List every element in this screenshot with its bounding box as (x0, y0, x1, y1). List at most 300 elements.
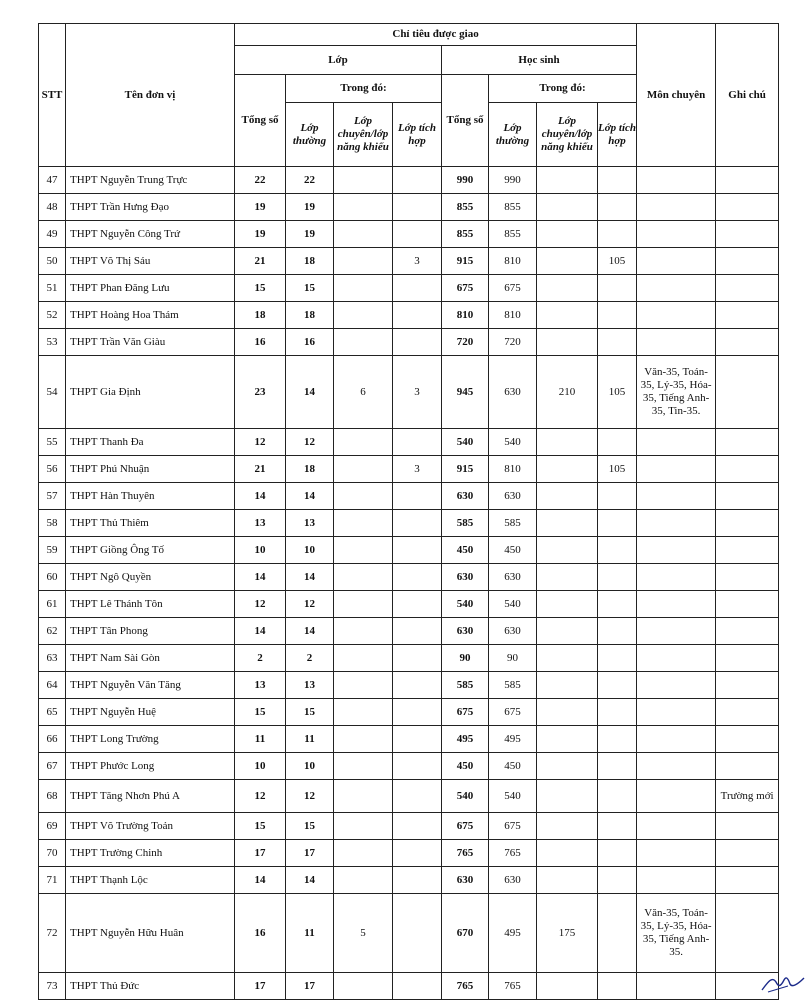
row-students-total: 630 (442, 618, 489, 645)
row-students-specialized (537, 672, 598, 699)
row-stt: 62 (39, 618, 66, 645)
row-students-total: 855 (442, 221, 489, 248)
table-row (39, 780, 779, 813)
row-classes-specialized (334, 302, 393, 329)
row-students-regular: 540 (489, 591, 537, 618)
row-students-integrated (598, 510, 637, 537)
row-classes-regular: 14 (286, 483, 334, 510)
row-note (716, 302, 779, 329)
row-classes-regular: 11 (286, 894, 334, 973)
row-students-total: 675 (442, 275, 489, 302)
row-classes-integrated (393, 867, 442, 894)
row-note (716, 618, 779, 645)
row-stt: 69 (39, 813, 66, 840)
row-students-integrated (598, 329, 637, 356)
row-unit-name: THPT Giồng Ông Tố (66, 537, 235, 564)
row-students-regular: 495 (489, 894, 537, 973)
row-students-integrated (598, 194, 637, 221)
row-classes-regular: 18 (286, 456, 334, 483)
enrollment-quota-table (38, 23, 779, 1000)
row-note (716, 221, 779, 248)
row-students-specialized (537, 221, 598, 248)
row-classes-total: 11 (235, 726, 286, 753)
row-students-integrated (598, 275, 637, 302)
row-stt: 70 (39, 840, 66, 867)
row-students-total: 630 (442, 564, 489, 591)
row-classes-total: 2 (235, 645, 286, 672)
row-students-specialized (537, 753, 598, 780)
row-students-regular: 585 (489, 510, 537, 537)
row-students-specialized (537, 867, 598, 894)
row-students-regular: 675 (489, 699, 537, 726)
row-students-regular: 855 (489, 194, 537, 221)
row-stt: 57 (39, 483, 66, 510)
row-stt: 64 (39, 672, 66, 699)
row-classes-regular: 17 (286, 973, 334, 1000)
row-students-regular: 630 (489, 564, 537, 591)
table-row (39, 867, 779, 894)
row-students-integrated (598, 726, 637, 753)
row-classes-specialized (334, 753, 393, 780)
row-classes-integrated (393, 329, 442, 356)
row-students-total: 630 (442, 483, 489, 510)
row-students-specialized (537, 813, 598, 840)
row-note (716, 194, 779, 221)
row-unit-name: THPT Nguyễn Huệ (66, 699, 235, 726)
row-stt: 67 (39, 753, 66, 780)
row-unit-name: THPT Nguyễn Công Trứ (66, 221, 235, 248)
row-students-regular: 675 (489, 813, 537, 840)
row-classes-total: 15 (235, 275, 286, 302)
row-students-specialized: 175 (537, 894, 598, 973)
row-specialized-subjects (637, 537, 716, 564)
row-note (716, 167, 779, 194)
row-students-integrated (598, 429, 637, 456)
row-specialized-subjects (637, 167, 716, 194)
row-stt: 58 (39, 510, 66, 537)
row-classes-integrated (393, 510, 442, 537)
table-row (39, 645, 779, 672)
row-students-integrated (598, 221, 637, 248)
row-note (716, 726, 779, 753)
row-stt: 49 (39, 221, 66, 248)
row-students-total: 720 (442, 329, 489, 356)
row-note (716, 564, 779, 591)
table-row (39, 167, 779, 194)
row-students-specialized (537, 726, 598, 753)
row-students-specialized (537, 194, 598, 221)
row-stt: 53 (39, 329, 66, 356)
row-students-specialized (537, 275, 598, 302)
row-classes-specialized (334, 840, 393, 867)
row-classes-integrated (393, 537, 442, 564)
row-classes-regular: 11 (286, 726, 334, 753)
row-classes-integrated (393, 645, 442, 672)
row-students-regular: 540 (489, 780, 537, 813)
row-classes-regular: 14 (286, 356, 334, 429)
row-students-specialized (537, 618, 598, 645)
row-students-integrated: 105 (598, 356, 637, 429)
table-row (39, 356, 779, 429)
row-stt: 55 (39, 429, 66, 456)
row-students-total: 855 (442, 194, 489, 221)
row-classes-integrated (393, 221, 442, 248)
row-classes-specialized (334, 194, 393, 221)
row-classes-regular: 15 (286, 813, 334, 840)
row-classes-regular: 18 (286, 302, 334, 329)
header-specialized-subjects: Môn chuyên (637, 24, 716, 167)
row-classes-total: 12 (235, 780, 286, 813)
header-stt: STT (39, 24, 66, 167)
row-classes-regular: 22 (286, 167, 334, 194)
row-specialized-subjects (637, 726, 716, 753)
row-students-total: 630 (442, 867, 489, 894)
header-students-total: Tổng số (442, 75, 489, 167)
row-students-total: 540 (442, 591, 489, 618)
row-note (716, 867, 779, 894)
row-note (716, 429, 779, 456)
row-classes-integrated (393, 780, 442, 813)
header-classes-regular: Lớp thường (286, 103, 334, 167)
row-classes-total: 21 (235, 456, 286, 483)
row-specialized-subjects (637, 483, 716, 510)
row-classes-integrated (393, 894, 442, 973)
row-students-total: 585 (442, 672, 489, 699)
row-students-total: 540 (442, 780, 489, 813)
header-target: Chỉ tiêu được giao (235, 24, 637, 46)
row-stt: 52 (39, 302, 66, 329)
row-note (716, 356, 779, 429)
row-specialized-subjects (637, 564, 716, 591)
row-unit-name: THPT Võ Thị Sáu (66, 248, 235, 275)
row-classes-specialized (334, 672, 393, 699)
row-students-regular: 720 (489, 329, 537, 356)
row-students-total: 90 (442, 645, 489, 672)
row-students-regular: 810 (489, 456, 537, 483)
row-classes-integrated (393, 973, 442, 1000)
row-unit-name: THPT Trần Hưng Đạo (66, 194, 235, 221)
row-classes-integrated (393, 699, 442, 726)
row-classes-total: 23 (235, 356, 286, 429)
row-classes-total: 17 (235, 973, 286, 1000)
row-classes-specialized (334, 275, 393, 302)
row-specialized-subjects (637, 618, 716, 645)
row-stt: 60 (39, 564, 66, 591)
row-note (716, 753, 779, 780)
row-note (716, 510, 779, 537)
row-classes-specialized (334, 726, 393, 753)
row-specialized-subjects: Văn-35, Toán-35, Lý-35, Hóa-35, Tiếng Anh-35, Tin-35. (637, 356, 716, 429)
row-classes-total: 13 (235, 672, 286, 699)
row-students-integrated (598, 973, 637, 1000)
row-specialized-subjects (637, 591, 716, 618)
row-classes-integrated (393, 618, 442, 645)
row-classes-specialized (334, 813, 393, 840)
row-students-integrated (598, 483, 637, 510)
row-classes-integrated (393, 840, 442, 867)
table-row (39, 672, 779, 699)
table-row (39, 591, 779, 618)
row-stt: 56 (39, 456, 66, 483)
row-unit-name: THPT Trần Văn Giàu (66, 329, 235, 356)
row-specialized-subjects (637, 840, 716, 867)
row-classes-total: 22 (235, 167, 286, 194)
row-students-specialized (537, 483, 598, 510)
table-row (39, 840, 779, 867)
row-specialized-subjects (637, 456, 716, 483)
row-classes-integrated: 3 (393, 456, 442, 483)
row-specialized-subjects (637, 510, 716, 537)
row-students-total: 915 (442, 248, 489, 275)
row-classes-specialized (334, 591, 393, 618)
row-students-integrated (598, 672, 637, 699)
row-students-specialized (537, 537, 598, 564)
row-students-regular: 585 (489, 672, 537, 699)
row-note (716, 813, 779, 840)
row-specialized-subjects (637, 753, 716, 780)
header-students-regular: Lớp thường (489, 103, 537, 167)
row-classes-total: 12 (235, 429, 286, 456)
row-unit-name: THPT Thủ Đức (66, 973, 235, 1000)
row-students-regular: 765 (489, 840, 537, 867)
row-classes-specialized (334, 618, 393, 645)
row-students-specialized: 210 (537, 356, 598, 429)
row-classes-regular: 15 (286, 699, 334, 726)
row-classes-regular: 13 (286, 510, 334, 537)
row-specialized-subjects (637, 275, 716, 302)
row-classes-specialized (334, 456, 393, 483)
row-note (716, 483, 779, 510)
row-students-total: 915 (442, 456, 489, 483)
row-note (716, 248, 779, 275)
table-body (39, 167, 779, 1000)
row-classes-total: 19 (235, 221, 286, 248)
row-classes-specialized: 5 (334, 894, 393, 973)
row-note (716, 537, 779, 564)
row-students-integrated (598, 699, 637, 726)
row-students-integrated (598, 618, 637, 645)
row-classes-specialized (334, 221, 393, 248)
row-note: Trường mới (716, 780, 779, 813)
row-classes-regular: 2 (286, 645, 334, 672)
row-classes-specialized (334, 973, 393, 1000)
row-specialized-subjects (637, 429, 716, 456)
row-stt: 51 (39, 275, 66, 302)
row-stt: 71 (39, 867, 66, 894)
row-note (716, 329, 779, 356)
table-row (39, 753, 779, 780)
row-classes-specialized (334, 248, 393, 275)
table-row (39, 726, 779, 753)
row-unit-name: THPT Phước Long (66, 753, 235, 780)
row-unit-name: THPT Phan Đăng Lưu (66, 275, 235, 302)
row-students-specialized (537, 429, 598, 456)
row-note (716, 894, 779, 973)
row-classes-regular: 19 (286, 221, 334, 248)
table-row (39, 973, 779, 1000)
row-unit-name: THPT Thủ Thiêm (66, 510, 235, 537)
row-stt: 50 (39, 248, 66, 275)
row-students-integrated (598, 840, 637, 867)
header-students-specialized: Lớp chuyên/lớp năng khiếu (537, 103, 598, 167)
row-stt: 54 (39, 356, 66, 429)
row-unit-name: THPT Ngô Quyền (66, 564, 235, 591)
row-classes-regular: 12 (286, 429, 334, 456)
row-specialized-subjects: Văn-35, Toán-35, Lý-35, Hóa-35, Tiếng Anh-35. (637, 894, 716, 973)
row-note (716, 591, 779, 618)
header-students: Học sinh (442, 46, 637, 75)
row-classes-regular: 16 (286, 329, 334, 356)
row-specialized-subjects (637, 699, 716, 726)
row-unit-name: THPT Gia Định (66, 356, 235, 429)
row-classes-integrated (393, 302, 442, 329)
row-stt: 65 (39, 699, 66, 726)
row-students-total: 450 (442, 753, 489, 780)
row-students-specialized (537, 329, 598, 356)
row-students-integrated (598, 780, 637, 813)
row-classes-total: 19 (235, 194, 286, 221)
row-classes-specialized (334, 167, 393, 194)
table-row (39, 564, 779, 591)
signature-mark (758, 972, 806, 994)
row-specialized-subjects (637, 867, 716, 894)
table-row (39, 510, 779, 537)
row-students-specialized (537, 302, 598, 329)
row-students-specialized (537, 564, 598, 591)
row-classes-regular: 15 (286, 275, 334, 302)
row-students-total: 495 (442, 726, 489, 753)
row-classes-total: 17 (235, 840, 286, 867)
row-classes-integrated (393, 591, 442, 618)
row-classes-specialized: 6 (334, 356, 393, 429)
row-students-regular: 630 (489, 618, 537, 645)
row-students-regular: 540 (489, 429, 537, 456)
row-stt: 73 (39, 973, 66, 1000)
table-row (39, 699, 779, 726)
row-classes-regular: 17 (286, 840, 334, 867)
row-classes-regular: 14 (286, 618, 334, 645)
row-classes-integrated: 3 (393, 248, 442, 275)
row-stt: 61 (39, 591, 66, 618)
row-stt: 63 (39, 645, 66, 672)
row-classes-integrated (393, 813, 442, 840)
row-stt: 48 (39, 194, 66, 221)
row-unit-name: THPT Tân Phong (66, 618, 235, 645)
row-students-regular: 630 (489, 867, 537, 894)
row-unit-name: THPT Thạnh Lộc (66, 867, 235, 894)
header-students-of-which: Trong đó: (489, 75, 637, 103)
row-classes-total: 21 (235, 248, 286, 275)
table-row (39, 194, 779, 221)
row-classes-regular: 19 (286, 194, 334, 221)
row-specialized-subjects (637, 194, 716, 221)
table-row (39, 483, 779, 510)
row-classes-specialized (334, 867, 393, 894)
row-specialized-subjects (637, 329, 716, 356)
row-stt: 68 (39, 780, 66, 813)
table-row (39, 456, 779, 483)
row-students-integrated (598, 564, 637, 591)
row-unit-name: THPT Nguyễn Hữu Huân (66, 894, 235, 973)
table-row (39, 329, 779, 356)
row-students-integrated (598, 867, 637, 894)
row-students-total: 810 (442, 302, 489, 329)
row-classes-integrated (393, 672, 442, 699)
row-note (716, 699, 779, 726)
row-classes-specialized (334, 329, 393, 356)
row-specialized-subjects (637, 645, 716, 672)
row-students-regular: 450 (489, 753, 537, 780)
row-students-integrated (598, 753, 637, 780)
row-students-specialized (537, 167, 598, 194)
row-students-total: 585 (442, 510, 489, 537)
row-classes-total: 15 (235, 699, 286, 726)
row-classes-specialized (334, 429, 393, 456)
row-classes-regular: 18 (286, 248, 334, 275)
header-classes-specialized: Lớp chuyên/lớp năng khiếu (334, 103, 393, 167)
row-classes-total: 14 (235, 618, 286, 645)
row-classes-total: 16 (235, 894, 286, 973)
row-note (716, 456, 779, 483)
row-classes-specialized (334, 564, 393, 591)
table-row (39, 248, 779, 275)
row-specialized-subjects (637, 813, 716, 840)
row-classes-integrated (393, 194, 442, 221)
row-classes-total: 15 (235, 813, 286, 840)
row-unit-name: THPT Hàn Thuyên (66, 483, 235, 510)
row-classes-regular: 14 (286, 564, 334, 591)
row-classes-total: 16 (235, 329, 286, 356)
row-classes-specialized (334, 780, 393, 813)
row-classes-integrated (393, 564, 442, 591)
row-specialized-subjects (637, 248, 716, 275)
row-classes-total: 13 (235, 510, 286, 537)
row-students-integrated: 105 (598, 248, 637, 275)
header-classes: Lớp (235, 46, 442, 75)
row-unit-name: THPT Hoàng Hoa Thám (66, 302, 235, 329)
row-students-total: 675 (442, 699, 489, 726)
row-students-specialized (537, 510, 598, 537)
row-students-specialized (537, 973, 598, 1000)
header-notes: Ghi chú (716, 24, 779, 167)
row-unit-name: THPT Trường Chinh (66, 840, 235, 867)
table-row (39, 537, 779, 564)
table-row (39, 275, 779, 302)
row-classes-integrated (393, 753, 442, 780)
row-students-integrated (598, 591, 637, 618)
row-specialized-subjects (637, 672, 716, 699)
row-students-regular: 990 (489, 167, 537, 194)
row-students-specialized (537, 840, 598, 867)
header-classes-of-which: Trong đó: (286, 75, 442, 103)
table-row (39, 302, 779, 329)
row-classes-regular: 12 (286, 591, 334, 618)
row-note (716, 645, 779, 672)
row-stt: 59 (39, 537, 66, 564)
table-row (39, 813, 779, 840)
row-classes-integrated (393, 167, 442, 194)
table-row (39, 618, 779, 645)
row-students-total: 675 (442, 813, 489, 840)
row-students-total: 450 (442, 537, 489, 564)
row-classes-regular: 13 (286, 672, 334, 699)
row-classes-integrated (393, 483, 442, 510)
row-stt: 72 (39, 894, 66, 973)
row-students-specialized (537, 456, 598, 483)
row-note (716, 672, 779, 699)
row-students-regular: 630 (489, 356, 537, 429)
table-row (39, 894, 779, 973)
